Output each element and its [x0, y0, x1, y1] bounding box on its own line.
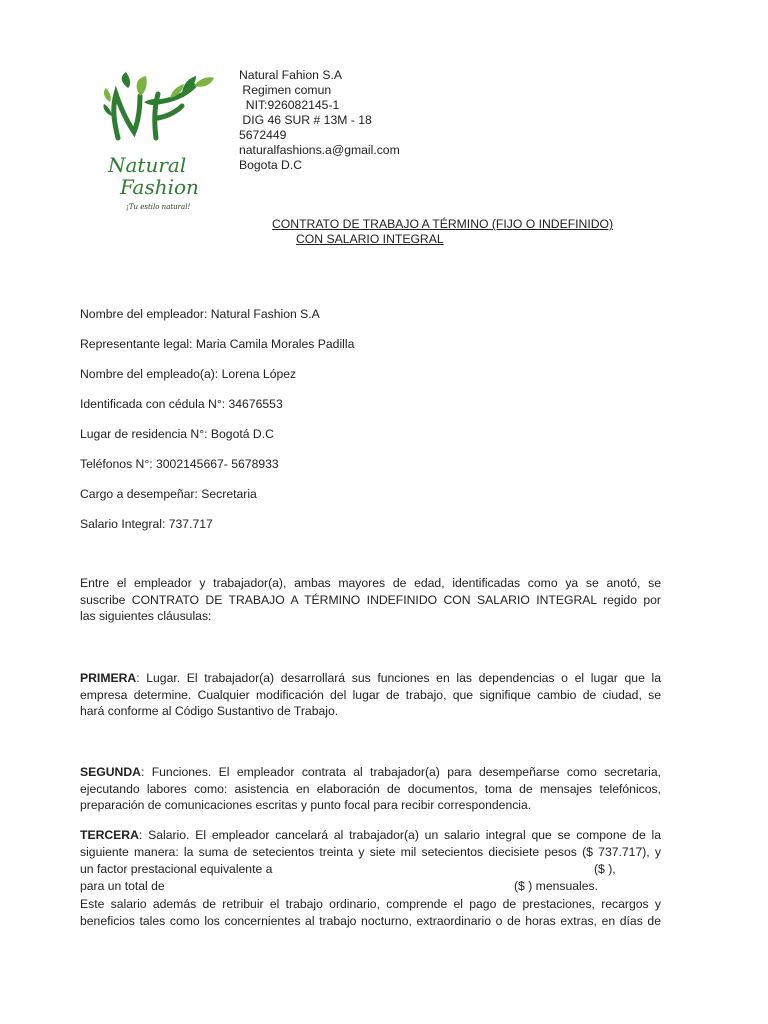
intro-paragraph — [80, 575, 661, 625]
intro-line: suscribe CONTRATO DE TRABAJO A TÉRMINO INDEFINIDO CON SALARIO INTEGRAL regido por — [80, 592, 661, 607]
tercera-continued — [80, 896, 661, 929]
phones-field: Teléfonos N°: 3002145667- 5678933 — [80, 457, 279, 471]
clause-heading: PRIMERA — [80, 671, 137, 685]
company-regime: Regimen comun — [239, 83, 332, 97]
clause-line: hará conforme al Código Sustantivo de Trabajo. — [80, 704, 339, 719]
clause-line: beneficios tales como los concernientes al trabajo nocturno, extraordinario o de horas extras, en días de — [80, 913, 661, 928]
tercera-total-label: para un total de — [80, 879, 165, 893]
clause-line: empresa determine. Cualquier modificación del lugar de trabajo, que signifique cambio de ciudad, se — [80, 687, 661, 702]
company-city: Bogota D.C — [239, 158, 303, 172]
svg-text:Fashion: Fashion — [120, 175, 199, 199]
salary-field: Salario Integral: 737.717 — [80, 517, 213, 531]
svg-text:Natural: Natural — [108, 153, 187, 177]
tercera-factor-amount: ($ ), — [594, 862, 616, 876]
clause-line: preparación de comunicaciones escritas y punto focal para recibir correspondencia. — [80, 798, 532, 813]
clause-heading: TERCERA — [80, 828, 139, 842]
clause-heading: SEGUNDA — [80, 765, 141, 779]
employee-field: Nombre del empleado(a): Lorena López — [80, 367, 297, 381]
intro-line: las siguientes cláusulas: — [80, 609, 212, 624]
clause-tercera — [80, 827, 661, 860]
company-nit: NIT:926082145-1 — [239, 98, 340, 112]
position-field: Cargo a desempeñar: Secretaria — [80, 487, 257, 501]
company-email: naturalfashions.a@gmail.com — [239, 143, 400, 157]
company-address: DIG 46 SUR # 13M - 18 — [239, 113, 372, 127]
clause-primera — [80, 670, 661, 720]
company-logo — [100, 72, 220, 214]
svg-text:¡Tu estilo natural!: ¡Tu estilo natural! — [126, 203, 191, 211]
residence-field: Lugar de residencia N°: Bogotá D.C — [80, 427, 274, 441]
clause-line: Este salario además de retribuir el trabajo ordinario, comprende el pago de prestaciones, recargos y — [80, 897, 661, 911]
clause-line: TERCERA: Salario. El empleador cancelará al trabajador(a) un salario integral que se compone de la — [80, 828, 661, 842]
tercera-factor-label: un factor prestacional equivalente a — [80, 862, 273, 876]
contract-title-line2: CON SALARIO INTEGRAL — [296, 232, 444, 246]
contract-title-line1: CONTRATO DE TRABAJO A TÉRMINO (FIJO O INDEFINIDO) — [272, 217, 614, 231]
id-field: Identificada con cédula N°: 34676553 — [80, 397, 283, 411]
company-header — [239, 68, 400, 173]
clause-line: ejecutando labores como: asistencia en elaboración de documentos, toma de mensajes telefónicos, — [80, 781, 661, 796]
clause-line: siguiente manera: la suma de setecientos treinta y siete mil setecientos diecisiete pesos ($ 737.717), y — [80, 844, 661, 859]
clause-segunda — [80, 764, 661, 814]
company-phone: 5672449 — [239, 128, 287, 142]
employer-field: Nombre del empleador: Natural Fashion S.A — [80, 307, 320, 321]
legal-rep-field: Representante legal: Maria Camila Morales Padilla — [80, 337, 355, 351]
company-name: Natural Fahion S.A — [239, 68, 342, 82]
clause-line: PRIMERA: Lugar. El trabajador(a) desarrollará sus funciones en las dependencias o el lugar que la — [80, 671, 661, 685]
tercera-total-amount: ($ ) mensuales. — [514, 879, 598, 893]
clause-line: SEGUNDA: Funciones. El empleador contrata al trabajador(a) para desempeñarse como secretaria, — [80, 765, 661, 779]
intro-line: Entre el empleador y trabajador(a), ambas mayores de edad, identificadas como ya se anotó, se — [80, 576, 661, 590]
leaf-logo-icon — [100, 72, 220, 214]
